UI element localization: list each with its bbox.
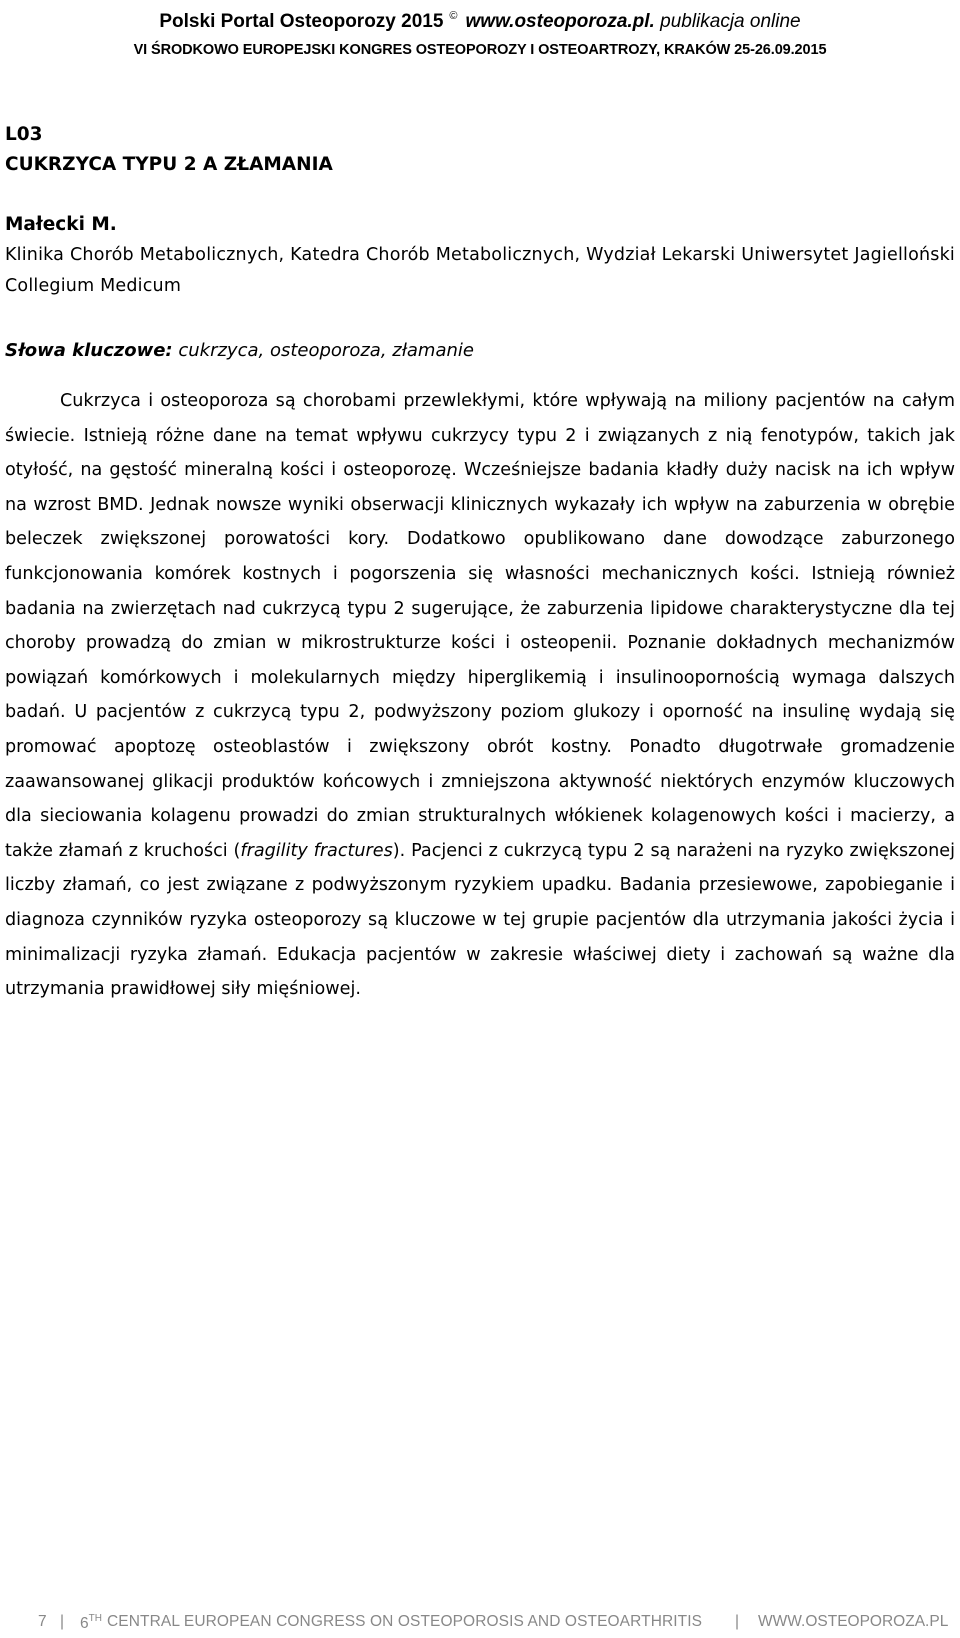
abstract-text-1: Cukrzyca i osteoporoza są chorobami przewlekłymi, które wpływają na miliony pacjentów na całym świecie. Istnieją różne dane na temat wpływu cukrzycy typu 2 i związanych z nią fenotypów, takich jak otyłość, na gęstość mineralną kości i osteoporozę. Wcześniejsze badania kładły duży nacisk na ich wpływ na wzrost BMD. Jednak nowsze wyniki obserwacji klinicznych wykazały ich wpływ na zaburzenia w obrębie beleczek zwiększonej porowatości kory. Dodatkowo opublikowano dane dowodzące zaburzonego funkcjonowania komórek kostnych i pogorszenia się własności mechanicznych kości. Istnieją również badania na zwierzętach nad cukrzycą typu 2 sugerujące, że zaburzenia lipidowe charakterystyczne dla tej choroby prowadzą do zmian w mikrostrukturze kości i osteopenii. Poznanie dokładnych mechanizmów powiązań komórkowych i molekularnych między hiperglikemią i insulinoopornością wymaga dalszych badań. U pacjentów z cukrzycą typu 2, podwyższony poziom glukozy i oporność na insulinę wydają się promować apoptozę osteoblastów i zwiększony obrót kostny. Ponadto długotrwałe gromadzenie zaawansowanej glikacji produktów końcowych i zmniejszona aktywność niektórych enzymów kluczowych dla sieciowania kolagenu prowadzi do zmian strukturalnych włókienek kolagenowych kości i macierzy, a także złamań z kruchości ( (5, 391, 955, 861)
footer-url[interactable]: WWW.OSTEOPOROZA.PL (758, 1613, 949, 1630)
page-footer (0, 1613, 960, 1635)
author: Małecki M. (5, 214, 117, 235)
keywords-list: cukrzyca, osteoporoza, złamanie (178, 340, 474, 361)
abstract-body (5, 384, 955, 1007)
copyright-icon: © (449, 10, 458, 22)
header-line-1 (0, 4, 960, 34)
keywords-line (5, 336, 955, 366)
edition-number (80, 1613, 102, 1633)
footer-congress: CENTRAL EUROPEAN CONGRESS ON OSTEOPOROSIS AND OSTEOARTHRITIS (107, 1613, 703, 1630)
edition-digit: 6 (80, 1615, 89, 1632)
online-label: publikacja online (660, 11, 801, 32)
portal-name: Polski Portal Osteoporozy 2015 (159, 11, 444, 32)
page-number: 7 (38, 1613, 47, 1630)
site-link[interactable]: www.osteoporoza.pl. (465, 11, 655, 32)
abstract-italic-term: fragility fractures (240, 840, 393, 861)
congress-banner: VI ŚRODKOWO EUROPEJSKI KONGRES OSTEOPOROZY I OSTEOARTROZY, KRAKÓW 25-26.09.2015 (133, 42, 827, 58)
footer-separator-2: | (735, 1613, 740, 1630)
abstract-code: L03 (5, 124, 43, 145)
footer-separator-1: | (60, 1613, 65, 1630)
article (5, 120, 955, 1007)
abstract-text-2: ). Pacjenci z cukrzycą typu 2 są narażeni na ryzyko zwiększonej liczby złamań, co jest związane z podwyższonym ryzykiem upadku. Badania przesiewowe, zapobieganie i diagnoza czynników ryzyka osteoporozy są kluczowe w tej grupie pacjentów dla utrzymania jakości życia i minimalizacji ryzyka złamań. Edukacja pacjentów w zakresie właściwej diety i zachowań są ważne dla utrzymania prawidłowej siły mięśniowej. (5, 840, 955, 1000)
page-header (0, 4, 960, 60)
affiliation: Klinika Chorób Metabolicznych, Katedra Chorób Metabolicznych, Wydział Lekarski Uniwersytet Jagielloński Collegium Medicum (5, 245, 955, 296)
edition-suffix: TH (88, 1613, 102, 1624)
article-title: CUKRZYCA TYPU 2 A ZŁAMANIA (5, 154, 333, 175)
keywords-label: Słowa kluczowe: (5, 340, 173, 361)
